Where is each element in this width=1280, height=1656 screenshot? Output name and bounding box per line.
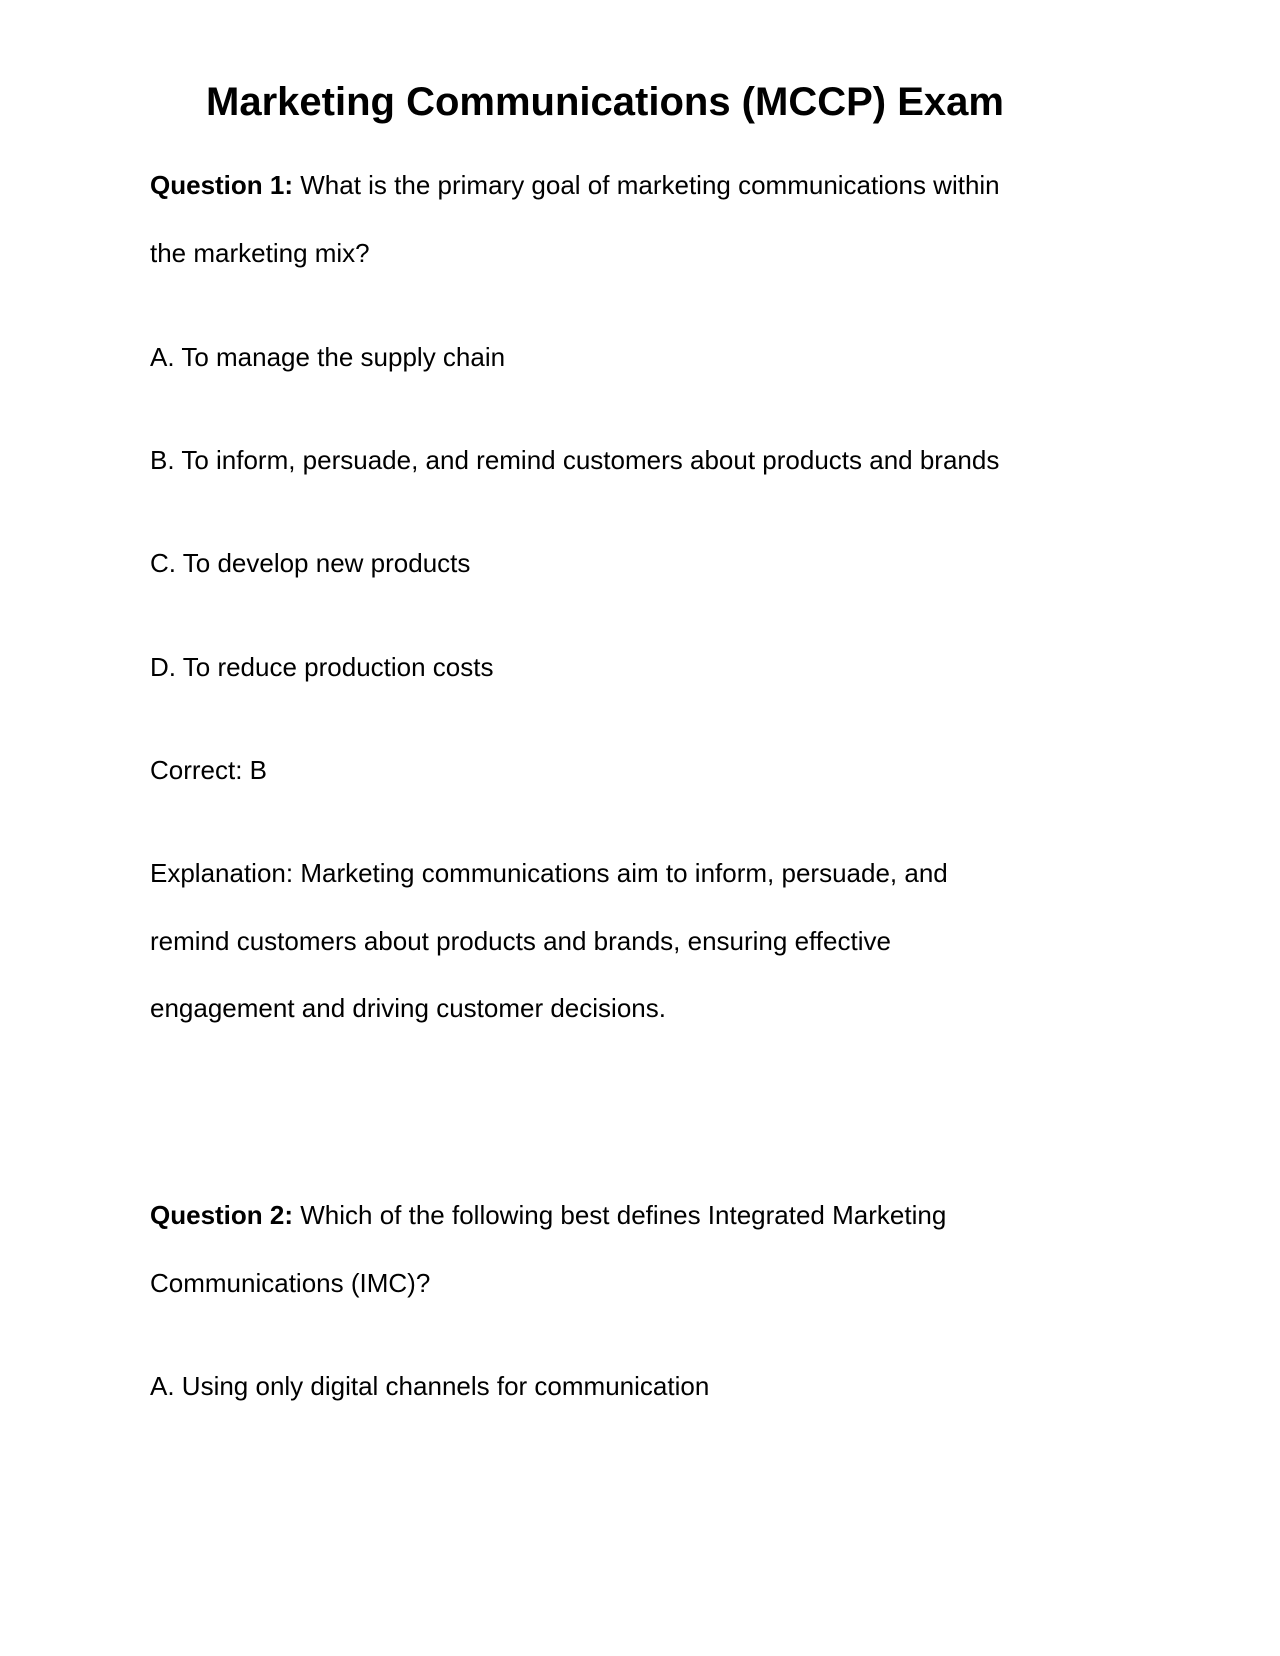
question-2-label: Question 2: (150, 1200, 294, 1230)
question-1-correct-answer: Correct: B (150, 755, 268, 785)
question-1-stem-line-1: What is the primary goal of marketing communications within (300, 170, 1000, 200)
document-title: Marketing Communications (MCCP) Exam (206, 80, 1004, 124)
question-1-option-c: C. To develop new products (150, 548, 471, 578)
question-1-option-b: B. To inform, persuade, and remind customers about products and brands (150, 445, 1000, 475)
question-1-label: Question 1: (150, 170, 294, 200)
question-1-explanation-line-3: engagement and driving customer decisions. (150, 993, 666, 1023)
question-1-option-a: A. To manage the supply chain (150, 342, 506, 372)
question-1-option-d: D. To reduce production costs (150, 652, 494, 682)
question-1-explanation-line-1: Explanation: Marketing communications aim to inform, persuade, and (150, 858, 948, 888)
question-1-text-line-2: the marketing mix? (150, 238, 370, 268)
question-1-explanation-line-2: remind customers about products and brands, ensuring effective (150, 926, 891, 956)
question-2-stem-line-1: Which of the following best defines Integrated Marketing (300, 1200, 947, 1230)
question-1-text-line-1 (150, 168, 1000, 202)
question-2-text-line-1 (150, 1198, 946, 1232)
question-2-option-a: A. Using only digital channels for communication (150, 1371, 710, 1401)
question-2-text-line-2: Communications (IMC)? (150, 1268, 431, 1298)
